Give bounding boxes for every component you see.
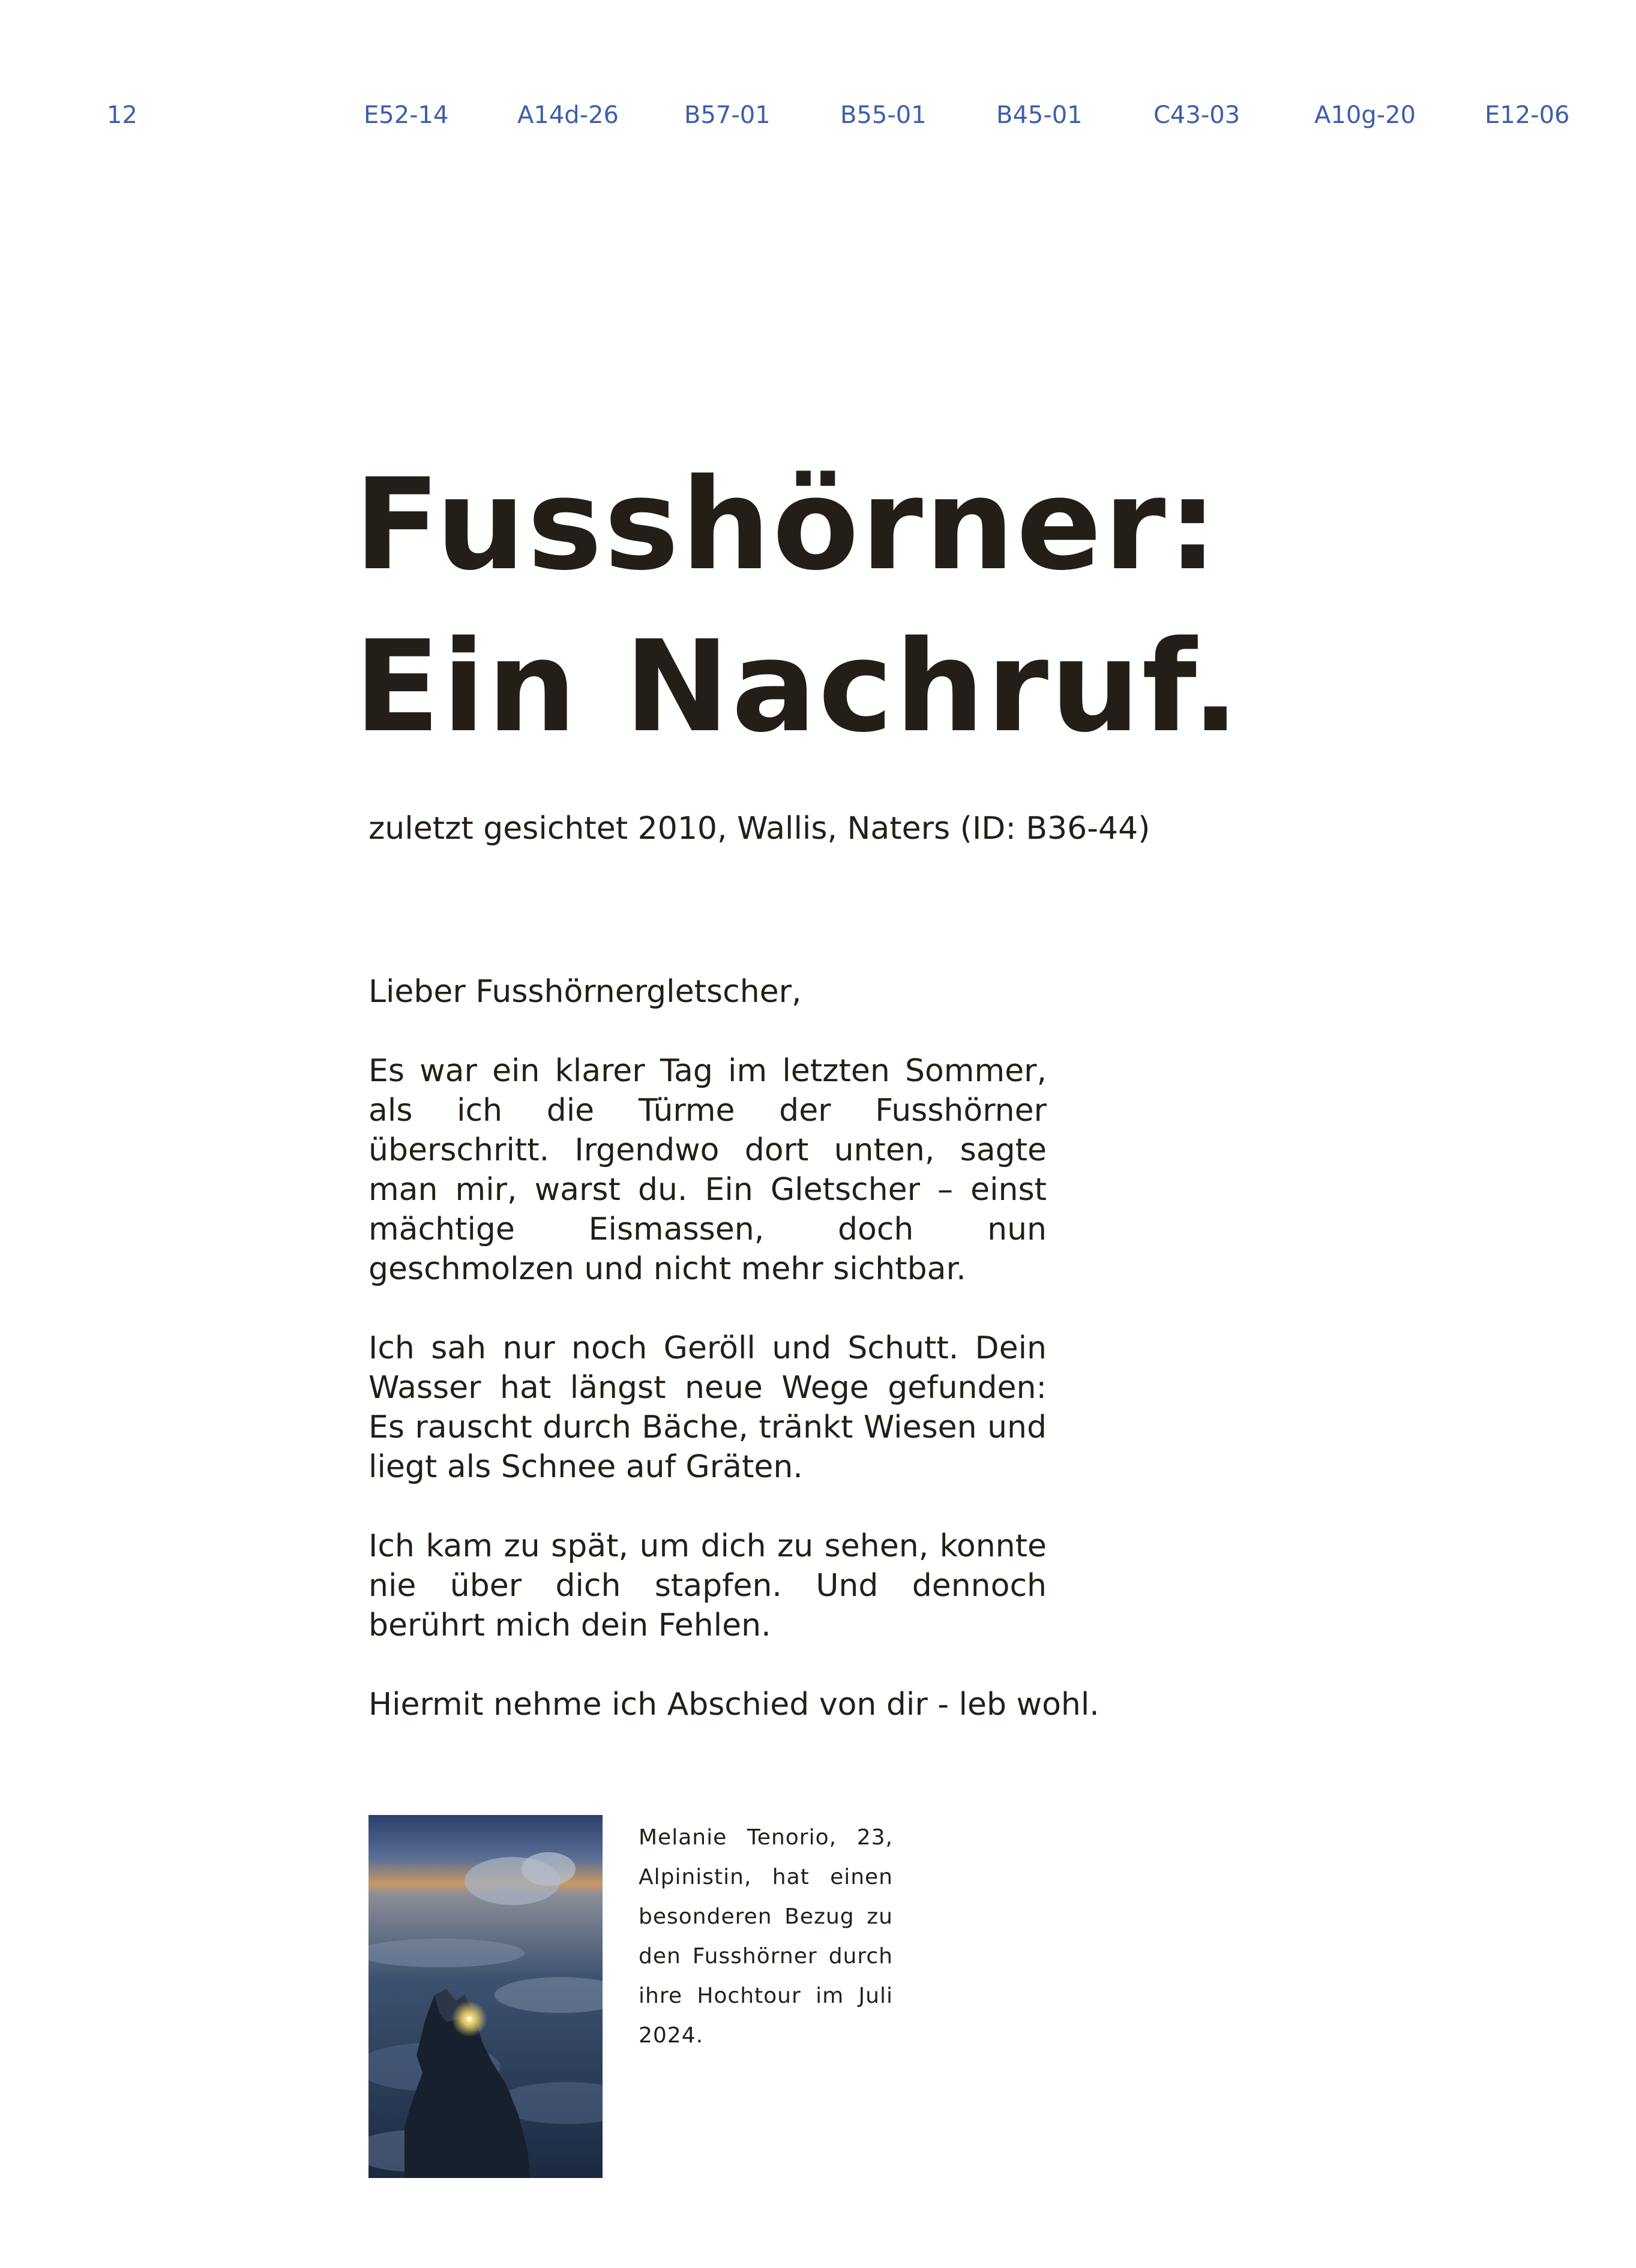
location-code-5: B45-01 — [996, 101, 1083, 129]
page-title — [354, 444, 1241, 768]
author-caption: Melanie Tenorio, 23, Alpinistin, hat einen besonderen Bezug zu den Fusshörner durch ihre Hochtour im Juli 2024. — [639, 1825, 893, 2048]
location-code-2: A14d-26 — [517, 101, 619, 129]
title-line-1: Fusshörner: — [354, 451, 1220, 598]
location-code-7: A10g-20 — [1314, 101, 1416, 129]
letter-paragraph-3: Ich kam zu spät, um dich zu sehen, konnte nie über dich stapfen. Und dennoch berührt mich dein Fehlen. — [368, 1528, 1047, 1643]
letter-salutation: Lieber Fusshörnergletscher, — [368, 974, 802, 1010]
header-bar — [0, 0, 1636, 156]
letter-paragraph-2: Ich sah nur noch Geröll und Schutt. Dein Wasser hat längst neue Wege gefunden: Es rauscht durch Bäche, tränkt Wiesen und liegt als Schnee auf Gräten. — [368, 1330, 1047, 1485]
page-number: 12 — [107, 101, 137, 129]
location-code-1: E52-14 — [364, 101, 449, 129]
location-code-8: E12-06 — [1485, 101, 1570, 129]
location-code-3: B57-01 — [684, 101, 771, 129]
location-code-6: C43-03 — [1153, 101, 1241, 129]
letter-paragraph-1: Es war ein klarer Tag im letzten Sommer, als ich die Türme der Fusshörner überschritt. Irgendwo dort unten, sagte man mir, warst du. Ein Gletscher – einst mächtige Eismassen, doch nun geschmolzen und nicht mehr sichtbar. — [368, 1053, 1047, 1287]
location-code-4: B55-01 — [840, 101, 927, 129]
subtitle: zuletzt gesichtet 2010, Wallis, Naters (ID: B36-44) — [368, 811, 1150, 847]
letter-closing: Hiermit nehme ich Abschied von dir - leb wohl. — [368, 1687, 1099, 1723]
mountain-climber-photo — [368, 1815, 603, 2178]
title-line-2: Ein Nachruf. — [354, 613, 1242, 760]
letter-body — [368, 972, 1099, 1764]
